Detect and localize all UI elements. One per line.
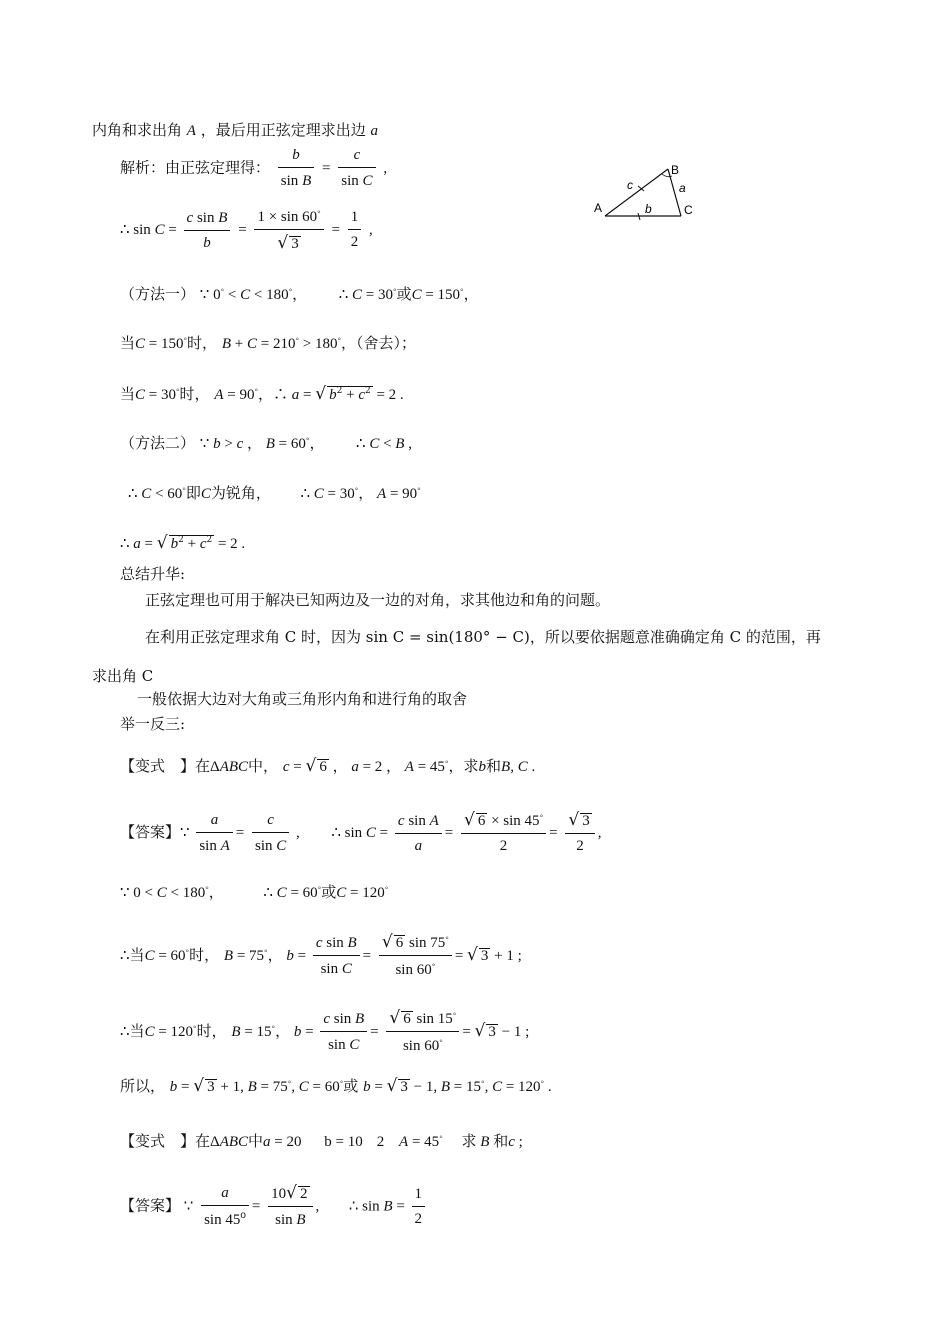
acute-line: ∴ C < 60◦即C为锐角， ∴ C = 30◦， A = 90◦ (128, 484, 421, 502)
variant-2-question: 【变式 】在ΔABC中a = 20 b = 10 2 A = 45◦ 求 B 和c ; (120, 1132, 523, 1150)
side-b-label: b (645, 202, 652, 216)
case-150-line: 当C = 150◦时， B + C = 210◦ > 180◦，（舍去）； (120, 334, 417, 352)
method-2-line: （方法二） ∵ b > c ， B = 60◦， ∴ C < B , (120, 434, 412, 452)
method1-label: （方法一） (120, 285, 196, 303)
vertex-C-label: C (684, 203, 693, 217)
summary-paragraph-3: 一般依据大边对大角或三角形内角和进行角的取舍 (137, 690, 468, 708)
vertex-A-label: A (594, 201, 603, 215)
conclusion-line: 所以， b = √ 3 + 1, B = 75◦, C = 60◦或 b = √ 3 − 1, B = 15◦, C = 120◦ . (120, 1076, 552, 1096)
a-result-line: ∴ a = √ $b^2 + c^2 = 2$ . (120, 533, 246, 553)
summary-paragraph-2a: 在利用正弦定理求角 C 时，因为 sin C = sin(180° − C)，所以要依据题意准确确定角 C 的范围，再 (145, 628, 821, 646)
range-line: ∵ 0 < C < 180◦， ∴ C = 60◦或C = 120◦ (120, 883, 389, 901)
answer-label: 【答案】 (120, 823, 181, 841)
method2-label: （方法二） (120, 434, 196, 452)
case-60-line: ∴当C = 60◦时， B = 75◦， b = $\frac{\text{c sin B}}{\text{sin C}}$ = $\frac{√ 6 \sin 75^◦}{\sin 60^◦}$ = √ 3 + 1 ; (120, 932, 522, 978)
sinC-equation: ∴ sin C = $\frac{\text{c sin B}}{b}$ = $\frac{1 \times \sin 60^◦}{√ 3}$ = $\frac{1}{2}$ , (120, 207, 373, 253)
text-line-1: 内角和求出角 A ，最后用正弦定理求出边 a (92, 121, 378, 139)
juyi-title: 举一反三: (120, 715, 186, 733)
summary-paragraph-1: 正弦定理也可用于解决已知两边及一边的对角，求其他边和角的问题。 (145, 591, 611, 609)
fraction: $\frac{c}{\text{sin C}}$ (338, 148, 375, 189)
method-1-line: （方法一） ∵ 0◦ < C < 180◦， ∴ C = 30◦或C = 150◦， (120, 285, 479, 303)
side-c-label: c (627, 178, 633, 192)
vertex-B-label: B (671, 163, 680, 177)
answer-2-line: 【答案】 ∵ $\frac{a}{\sin 45^o}$ = $\frac{10√ 2}{\text{sin B}}$ , ∴ sin B = $\frac{1}{2}$ (120, 1185, 428, 1228)
side-a-label: a (679, 181, 686, 195)
answer-1-line: 【答案】∵ $\frac{a}{\text{sin A}}$ = $\frac{c}{\text{sin C}}$ , ∴ sin C = $\frac{\text{c sin A}}{a}$ = $\frac{√ 6 \times \sin 45^◦}{2}$ = $\frac{√ 3}{2}$ , (120, 810, 602, 854)
case-30-line: 当C = 30◦时， A = 90◦，∴ a = √ $b^2 + c^2 = 2$ . (120, 384, 404, 404)
variant-1-question: 【变式 】在ΔABC中， c = √ 6 ， a = 2 ， A = 45◦，求b和B, C . (120, 756, 536, 776)
triangle-figure (592, 158, 702, 228)
fraction: $\frac{b}{\text{sin B}}$ (278, 148, 314, 189)
variant-label: 【变式 】 (120, 757, 196, 775)
jiexi-label: 解析：由正弦定理得： (120, 158, 271, 177)
case-120-line: ∴当C = 120◦时， B = 15◦， b = $\frac{\text{c sin B}}{\text{sin C}}$ = $\frac{√ 6 \sin 15^◦}{\sin 60^◦}$ = √ 3 − 1 ; (120, 1008, 530, 1054)
summary-title: 总结升华: (120, 565, 186, 583)
summary-paragraph-2b: 求出角 C (92, 667, 154, 685)
solution-intro: 解析：由正弦定理得： $\frac{b}{\text{sin B}}$ = $\frac{c}{\text{sin C}}$ , (120, 147, 388, 189)
